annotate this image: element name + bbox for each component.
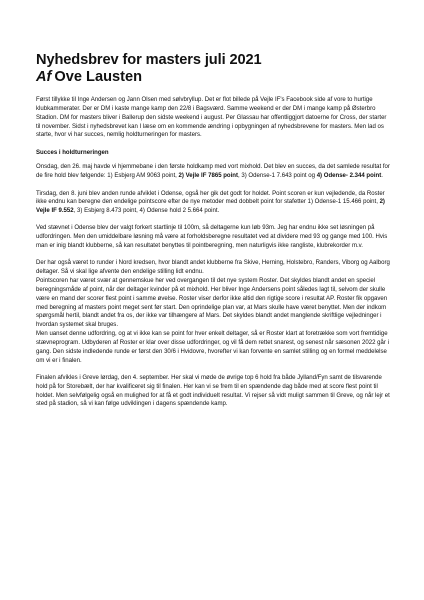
round-one-text: Onsdag, den 26. maj havde vi hjemmebane i den første holdkamp med vort mixhold. Det blev en succes, da det samlede resultat for de fire hold blev følgende: 1) Esbjerg AM 9063 point, (36, 164, 390, 180)
byline (36, 69, 390, 86)
paragraph-100m-issue: Ved stævnet i Odense blev der valgt forkert startlinje til 100m, så deltagerne kun løb 93m. Jeg har endnu ikke set løsningen på udfordringen. Men den umiddelbare løsning må være at forholdsberegne resultatet ved at dividere med 93 og gange med 100. Hvis man er inig blandt klubberne, så kan resultatet benyttes til pointberegning, men naturligvis ikke rangliste, klubrekorder m.v. (36, 225, 388, 250)
paragraph-nord-kreds: Der har også været to runder i Nord kredsen, hvor blandt andet klubberne fra Skive, Herning, Holstebro, Randers, Viborg og Aalborg deltager. Så vi skal lige afvente den endelige stilling lidt endnu. (36, 260, 390, 276)
round-one-end: . (381, 173, 383, 180)
paragraph-round-two (36, 190, 390, 217)
paragraph-round-one (36, 163, 390, 181)
intro-paragraph: Først tillykke til Inge Andersen og Jann Olsen med sølvbryllup. Det er flot billede på Vejle IF's Facebook side af vore to hurtige klubkammerater. Der er DM i kaste mange kamp den 22/8 i Bagsværd. Samme weekend er der DM i mange kamp på Østerbro Stadion. DM for masters bliver i Ballerup den sidste weekend i august. Per Glassau har offentliggjort datoerne for Cross, der starter til november. Sidst i nyhedsbrevet kan I læse om en kommende ændring i opbygningen af nyhedsbrevene for masters. Men lad os starte, hvor vi har succes, nemlig holdturneringen for masters. (36, 97, 387, 139)
byline-author: Ove Lausten (54, 69, 142, 85)
round-two-text-2: , 3) Esbjerg 8.473 point, 4) Odense hold 2 5.664 point. (73, 208, 220, 215)
byline-prefix: Af (36, 69, 52, 85)
paragraph-roster: Men uanset denne udfordring, og at vi ikke kan se point for hver enkelt deltager, så er Roster klart at foretrække som vort fremtidige stævneprogram. Udbyderen af Roster er klar over disse udfordringer, og vil få dem rettet snarest, og senest når sæsonen 2022 går i gang. Den sidste indledende runde er først den 30/6 i Hvidovre, hvorefter vi kan forvente en samlet stilling og en formel meddelelse om vi er i finalen. (36, 331, 389, 364)
paragraph-pointscore: Pointscoren har været svær at gennemskue her ved overgangen til det nye system Roster. Det skyldes blandt andet en speciel beregningsmåde af point, når der deltager kvinder på et mixhold. Her bliver Inge Andersens point således lagt til, selvom der skulle være en mand der scorer flest point i samme øvelse. Roster viser derfor ikke altid den rigtige score i resultat AP. Roster fik opgaven med beregning af masters point meget sent før start. Den oprindelige plan var, at Mars skulle have været benyttet. Men der indkom spørgsmål hertil, blandt andet fra os, der ikke var tilhængere af Mars. Det skyldes blandt andet manglende skriftlige vejledninger i hvordan systemet skal bruges. (36, 278, 388, 329)
round-two-vejle-result: 2) Vejle IF 9.552 (36, 199, 385, 215)
round-one-text-2: , 3) Odense-1 7.643 point og (238, 173, 317, 180)
round-two-text: Tirsdag, den 8. juni blev anden runde afviklet i Odense, også her gik det godt for holdet. Point scoren er kun vejledende, da Roster ikke endnu kan beregne den endelige pointscore efter de nye metoder med dobbelt point for stafetter 1) Odense-1 15.466 point, (36, 190, 385, 206)
section-heading: Succes i holdturneringen (36, 149, 109, 156)
page-title: Nyhedsbrev for masters juli 2021 (36, 52, 262, 68)
round-one-odense2-result: 4) Odense- 2.344 point (316, 173, 382, 180)
paragraph-finale: Finalen afvikles i Greve lørdag, den 4. september. Her skal vi møde de øvrige top 6 hold fra både Jylland/Fyn samt de tilsvarende hold på for Storebælt, der har kvalificeret sig til finalen. Her kan vi se frem til en spændende dag både med at score flest point til holdet. Men selvfølgelig også en mulighed for at få et godt individuelt resultat. Vi rejser så vidt muligt sammen til Greve, og når lejr et sted på stadion, så vi kan følge udviklingen i dagens spændende kamp. (36, 374, 390, 408)
round-one-vejle-result: 2) Vejle IF 7865 point (178, 173, 239, 180)
